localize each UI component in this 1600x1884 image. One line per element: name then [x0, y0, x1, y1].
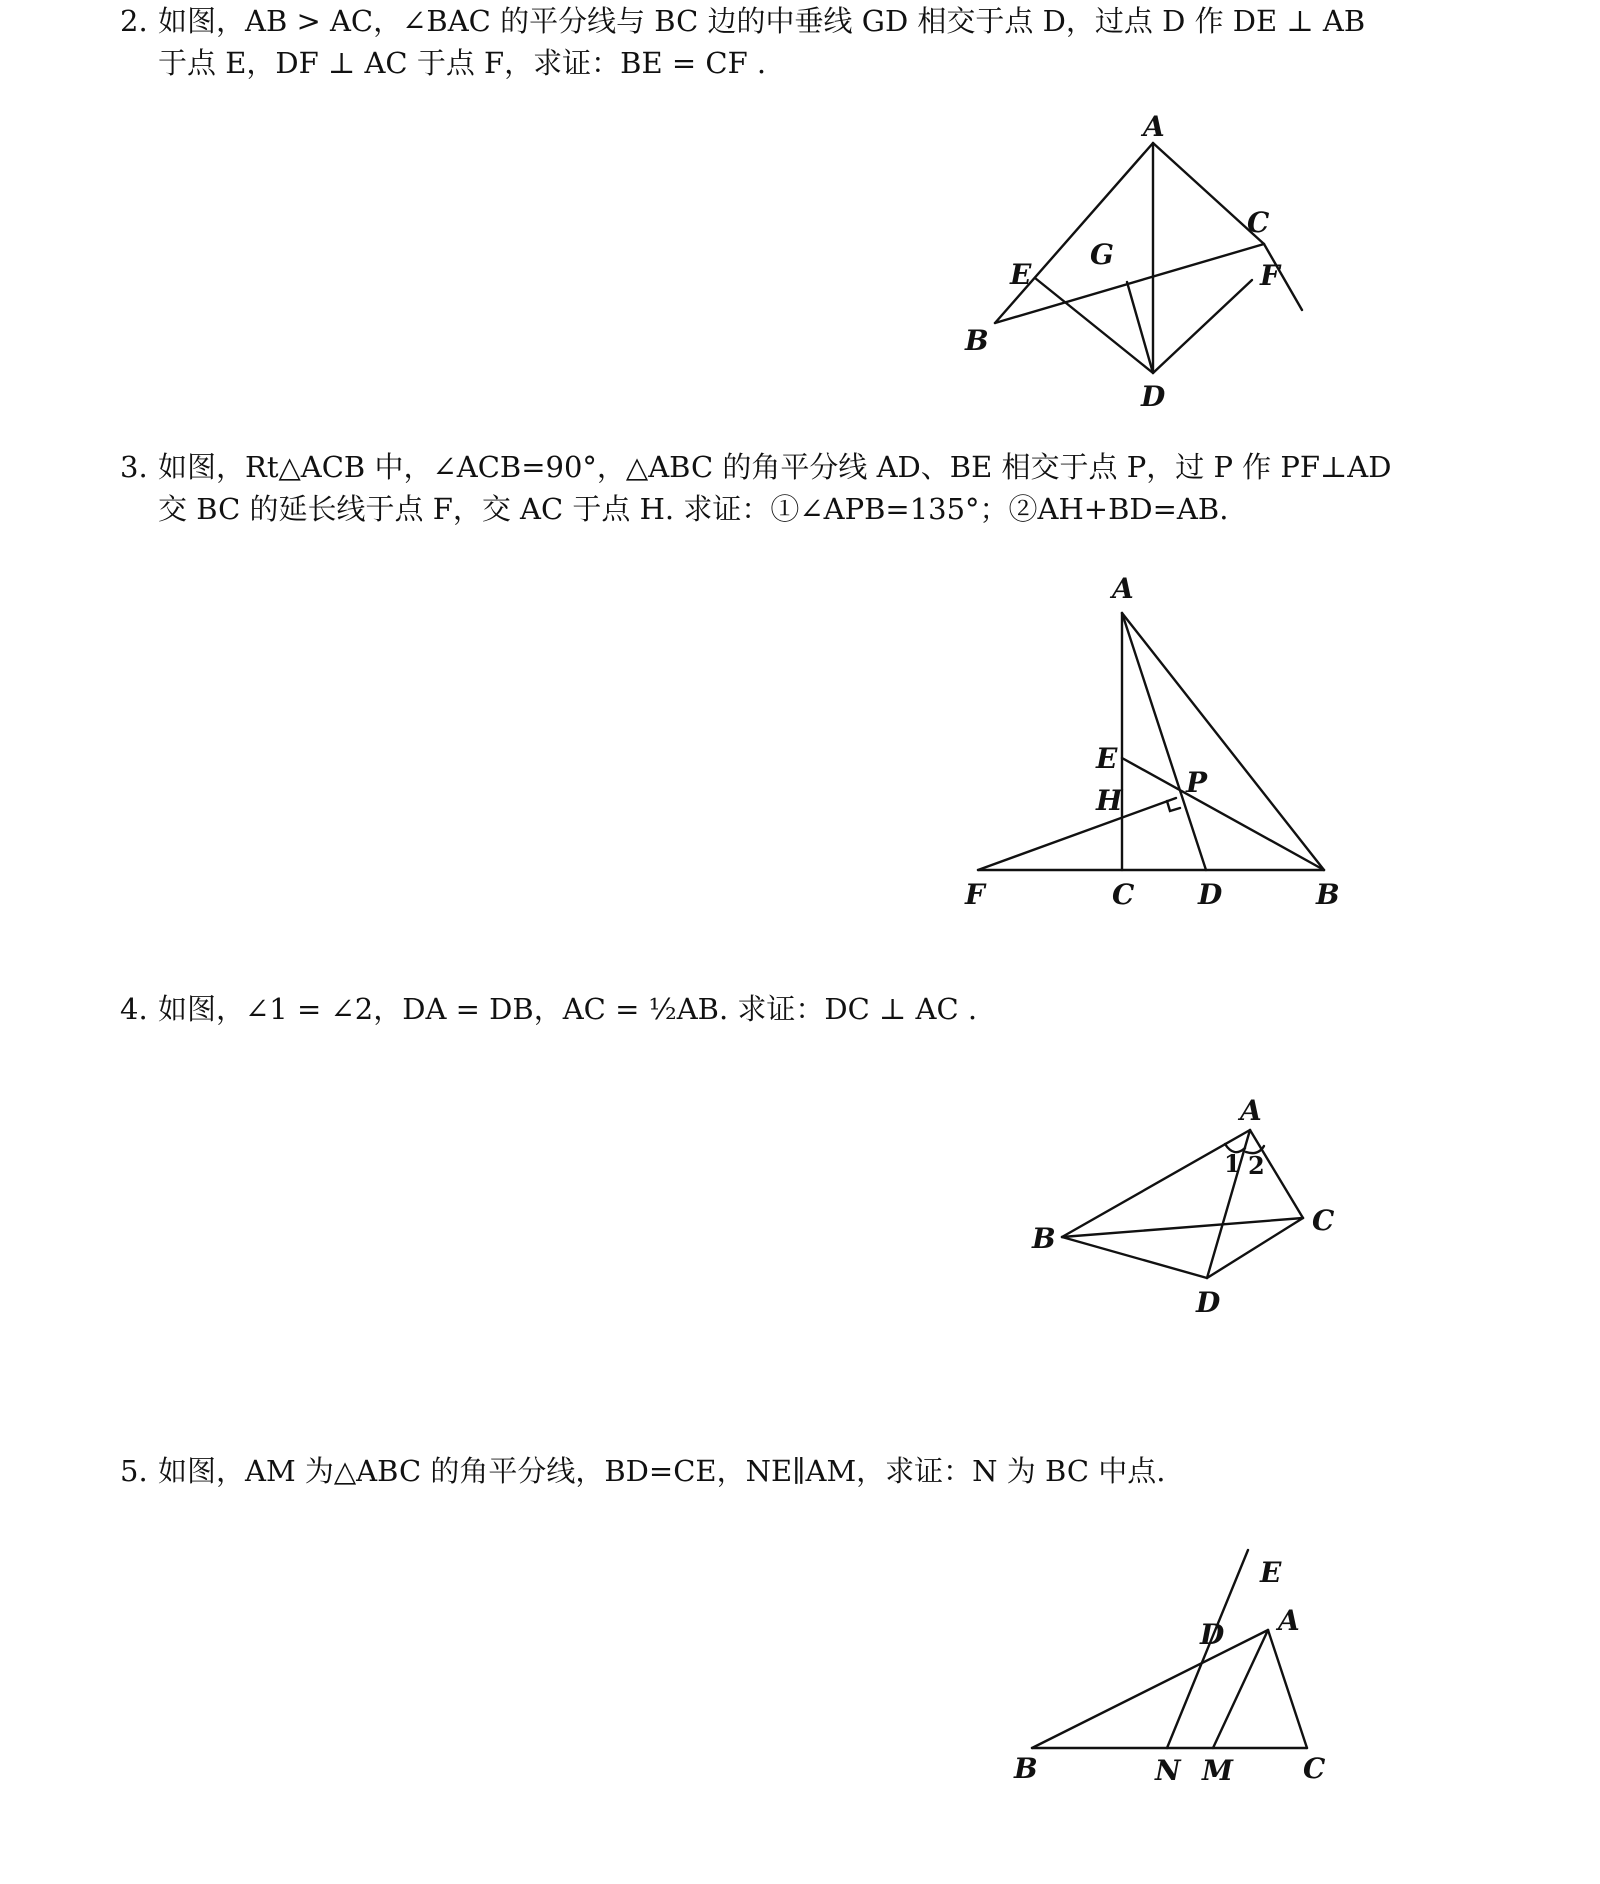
- label-d: D: [1200, 1618, 1225, 1651]
- problem-2: [120, 0, 1480, 84]
- problem-3-line-1: [120, 446, 1480, 488]
- segment-bc: [995, 244, 1264, 323]
- label-angle-2: 2: [1248, 1151, 1265, 1180]
- segment-ac: [1268, 1630, 1307, 1748]
- problem-4-line-1: [120, 988, 1480, 1030]
- segment-ab: [1122, 613, 1324, 870]
- label-a: A: [1240, 1094, 1262, 1127]
- label-b: B: [965, 324, 989, 357]
- segment-bd: [1062, 1237, 1207, 1278]
- label-a: A: [1278, 1604, 1300, 1637]
- problem-5-line-1: [120, 1450, 1480, 1492]
- problem-number: 5.: [120, 1454, 148, 1488]
- figure-problem-5: [1010, 1538, 1340, 1798]
- label-b: B: [1316, 878, 1340, 911]
- label-a: A: [1143, 110, 1165, 143]
- right-angle-mark: [1167, 801, 1180, 811]
- problem-2-line-2: 于点 E，DF ⊥ AC 于点 F，求证：BE = CF .: [158, 46, 767, 80]
- problem-3-line-2: 交 BC 的延长线于点 F，交 AC 于点 H. 求证：①∠APB=135°；②AH+BD=AB.: [158, 492, 1229, 526]
- segment-fp: [978, 798, 1176, 870]
- problem-text: 如图，AB > AC，∠BAC 的平分线与 BC 边的中垂线 GD 相交于点 D，过点 D 作 DE ⊥ AB: [158, 4, 1366, 38]
- problem-text: 如图，Rt△ACB 中，∠ACB=90°，△ABC 的角平分线 AD、BE 相交于点 P，过 P 作 PF⊥AD: [158, 450, 1392, 484]
- label-d: D: [1141, 380, 1166, 410]
- label-b: B: [1032, 1222, 1056, 1255]
- segment-ba: [1062, 1130, 1250, 1237]
- figure-problem-2: [960, 110, 1360, 410]
- problem-number: 4.: [120, 992, 148, 1026]
- label-angle-1: 1: [1224, 1149, 1241, 1178]
- label-g: G: [1090, 238, 1114, 271]
- label-c: C: [1303, 1752, 1326, 1785]
- segment-be: [1122, 758, 1324, 870]
- figure-problem-3: [960, 570, 1360, 920]
- label-d: D: [1196, 1286, 1221, 1319]
- problem-3: [120, 446, 1480, 530]
- segment-ed: [1035, 278, 1153, 373]
- problem-number: 2.: [120, 4, 148, 38]
- label-e: E: [1010, 258, 1032, 291]
- label-m: M: [1202, 1754, 1233, 1787]
- segment-ad: [1122, 613, 1206, 870]
- segment-ba: [995, 143, 1153, 323]
- problem-5: [120, 1450, 1480, 1492]
- label-f: F: [1260, 259, 1280, 292]
- label-h: H: [1096, 784, 1123, 817]
- label-p: P: [1186, 766, 1208, 799]
- label-n: N: [1155, 1754, 1181, 1787]
- label-c: C: [1312, 1204, 1335, 1237]
- segment-ba: [1032, 1630, 1268, 1748]
- label-b: B: [1014, 1752, 1038, 1785]
- label-e: E: [1096, 742, 1118, 775]
- figure-problem-4: [1020, 1090, 1360, 1320]
- problem-4: [120, 988, 1480, 1030]
- label-f: F: [965, 878, 985, 911]
- segment-df: [1153, 280, 1252, 373]
- problem-text: 如图，∠1 = ∠2，DA = DB，AC = ½AB. 求证：DC ⊥ AC .: [158, 992, 978, 1026]
- label-d: D: [1198, 878, 1223, 911]
- problem-2-line-1: [120, 0, 1480, 42]
- label-c: C: [1112, 878, 1135, 911]
- label-a: A: [1112, 572, 1134, 605]
- segment-gd: [1127, 282, 1153, 373]
- label-e: E: [1260, 1556, 1282, 1589]
- label-c: C: [1247, 206, 1270, 239]
- problem-text: 如图，AM 为△ABC 的角平分线，BD=CE，NE∥AM，求证：N 为 BC 中点.: [158, 1454, 1166, 1488]
- problem-number: 3.: [120, 450, 148, 484]
- segment-bc: [1062, 1218, 1303, 1237]
